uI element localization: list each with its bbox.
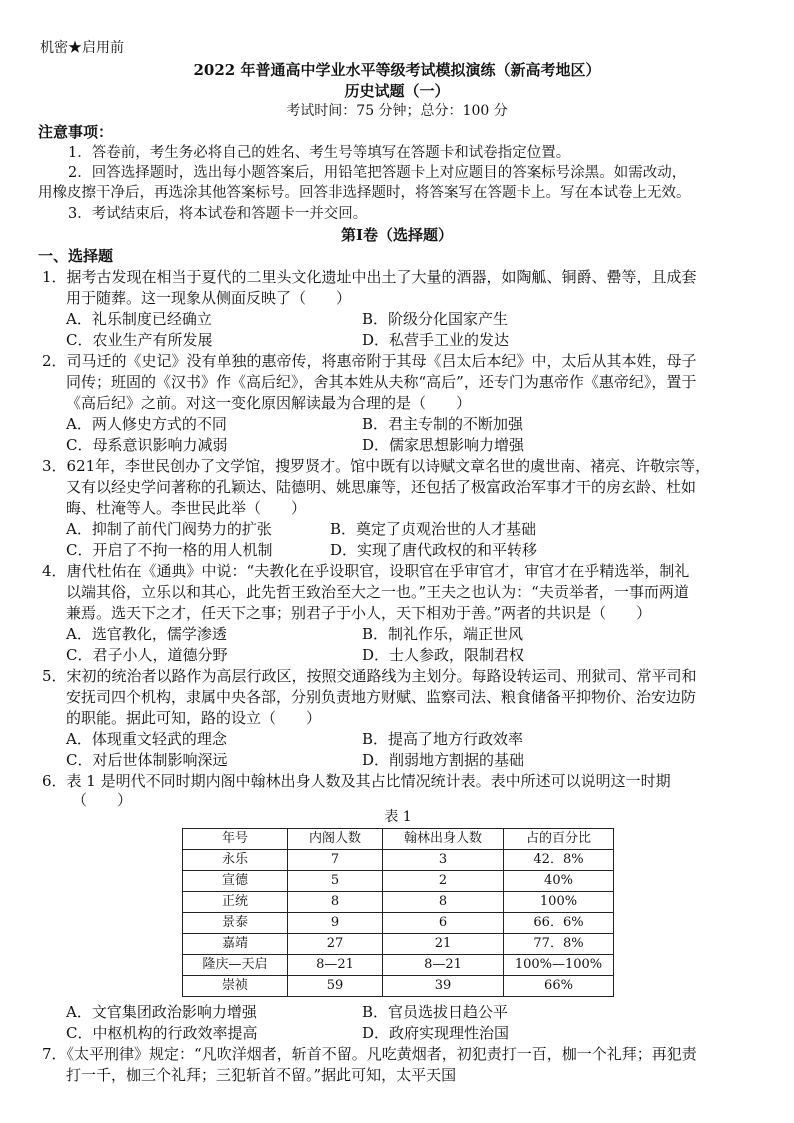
question-5-text: 安抚司四个机构，隶属中央各部，分别负责地方财赋、监察司法、粮食储备平抑物价、治安边防 bbox=[66, 688, 697, 706]
question-2-text: 《高后纪》之前。对这一变化原因解读最为合理的是（ ） bbox=[66, 394, 472, 412]
table-cell: 嘉靖 bbox=[183, 934, 288, 955]
question-5-text: 5．宋初的统治者以路作为高层行政区，按照交通路线为主划分。每路设转运司、刑狱司、常平司和 bbox=[42, 667, 697, 685]
question-1-text: 1．据考古发现在相当于夏代的二里头文化遗址中出土了大量的酒器，如陶觚、铜爵、罍等，且成套 bbox=[42, 268, 697, 286]
question-6-text: 6．表 1 是明代不同时期内阁中翰林出身人数及其占比情况统计表。表中所述可以说明这一时期 bbox=[42, 772, 671, 790]
option-c: C．农业生产有所发展 bbox=[66, 331, 213, 349]
option-c: C．开启了不拘一格的用人机制 bbox=[66, 541, 273, 559]
secret-label: 机密★启用前 bbox=[40, 40, 124, 56]
table-cell: 66% bbox=[504, 976, 614, 997]
question-6-text: （ ） bbox=[72, 791, 133, 809]
option-b: B．君主专制的不断加强 bbox=[362, 415, 524, 433]
notice-title: 注意事项： bbox=[38, 123, 114, 141]
table-cell: 永乐 bbox=[183, 850, 288, 871]
table-cell: 8—21 bbox=[383, 955, 504, 976]
notice-item: 1．答卷前，考生务必将自己的姓名、考生号等填写在答题卡和试卷指定位置。 bbox=[68, 145, 571, 161]
table-cell: 8 bbox=[288, 892, 383, 913]
column-header: 内阁人数 bbox=[288, 829, 383, 850]
question-3-text: 又有以经史学问著称的孔颖达、陆德明、姚思廉等，还包括了极富政治军事才干的房玄龄、杜如 bbox=[66, 478, 697, 496]
table-cell: 6 bbox=[383, 913, 504, 934]
table-row bbox=[183, 892, 614, 913]
question-7-text: 打一千，枷三个礼拜；三犯斩首不留。”据此可知，太平天国 bbox=[66, 1066, 457, 1084]
table-cell: 3 bbox=[383, 850, 504, 871]
table-cell: 66．6% bbox=[504, 913, 614, 934]
notice-item: 用橡皮擦干净后，再选涂其他答案标号。回答非选择题时，将答案写在答题卡上。写在本试卷上无效。 bbox=[38, 185, 691, 201]
table-row bbox=[183, 955, 614, 976]
question-1-text: 用于随葬。这一现象从侧面反映了（ ） bbox=[66, 289, 352, 307]
question-4-text: 4．唐代杜佑在《通典》中说：“夫教化在乎设职官，设职官在乎审官才，审官才在乎精选举，制礼 bbox=[42, 562, 690, 580]
column-header: 翰林出身人数 bbox=[383, 829, 504, 850]
table-cell: 正统 bbox=[183, 892, 288, 913]
table-cell: 崇祯 bbox=[183, 976, 288, 997]
table-cell: 39 bbox=[383, 976, 504, 997]
option-a: A．抑制了前代门阀势力的扩张 bbox=[66, 520, 272, 538]
table-cell: 9 bbox=[288, 913, 383, 934]
table-cell: 40% bbox=[504, 871, 614, 892]
question-4-text: 兼焉。选天下之才，任天下之事；别君子于小人，天下相劝于善。”两者的共识是（ ） bbox=[66, 604, 652, 622]
table-cell: 59 bbox=[288, 976, 383, 997]
question-3-text: 晦、杜淹等人。李世民此举（ ） bbox=[66, 499, 307, 517]
table-cell: 100% bbox=[504, 892, 614, 913]
table-cell: 隆庆—天启 bbox=[183, 955, 288, 976]
table-cell: 42．8% bbox=[504, 850, 614, 871]
exam-title: 2022 年普通高中学业水平等级考试模拟演练（新高考地区） bbox=[193, 61, 601, 79]
table-cell: 21 bbox=[383, 934, 504, 955]
option-d: D．儒家思想影响力增强 bbox=[362, 436, 525, 454]
table-row bbox=[183, 913, 614, 934]
table-row bbox=[183, 934, 614, 955]
table-cell: 景泰 bbox=[183, 913, 288, 934]
table-row bbox=[183, 871, 614, 892]
option-b: B．阶级分化国家产生 bbox=[362, 310, 509, 328]
table-header-row bbox=[183, 829, 614, 850]
question-5-text: 的职能。据此可知，路的设立（ ） bbox=[66, 709, 322, 727]
option-c: C．中枢机构的行政效率提高 bbox=[66, 1024, 258, 1042]
table-caption: 表 1 bbox=[384, 809, 412, 825]
data-table bbox=[182, 828, 614, 997]
table-row bbox=[183, 850, 614, 871]
notice-item: 3．考试结束后，将本试卷和答题卡一并交回。 bbox=[68, 206, 368, 222]
option-a: A．文官集团政治影响力增强 bbox=[66, 1003, 257, 1021]
table-cell: 8—21 bbox=[288, 955, 383, 976]
table-row bbox=[183, 976, 614, 997]
column-header: 年号 bbox=[183, 829, 288, 850]
subject-title: 历史试题（一） bbox=[344, 82, 450, 100]
notice-item: 2．回答选择题时，选出每小题答案后，用铅笔把答题卡上对应题目的答案标号涂黑。如需改动， bbox=[68, 165, 687, 181]
option-b: B．提高了地方行政效率 bbox=[362, 730, 524, 748]
table-cell: 27 bbox=[288, 934, 383, 955]
table-cell: 77．8% bbox=[504, 934, 614, 955]
exam-time: 考试时间：75 分钟；总分：100 分 bbox=[286, 103, 508, 119]
option-b: B．官员选拔日趋公平 bbox=[362, 1003, 509, 1021]
question-7-text: 7．《太平刑律》规定：“凡吹洋烟者，斩首不留。凡吃黄烟者，初犯责打一百，枷一个礼拜；再犯责 bbox=[42, 1045, 697, 1063]
table-cell: 5 bbox=[288, 871, 383, 892]
option-d: D．削弱地方割据的基础 bbox=[362, 751, 525, 769]
table-cell: 7 bbox=[288, 850, 383, 871]
table-cell: 100%—100% bbox=[504, 955, 614, 976]
table-cell: 宣德 bbox=[183, 871, 288, 892]
option-d: D．政府实现理性治国 bbox=[362, 1024, 510, 1042]
option-c: C．对后世体制影响深远 bbox=[66, 751, 228, 769]
column-header: 占的百分比 bbox=[504, 829, 614, 850]
option-a: A．体现重文轻武的理念 bbox=[66, 730, 227, 748]
question-3-text: 3．621年，李世民创办了文学馆，搜罗贤才。馆中既有以诗赋文章名世的虞世南、褚亮、许敬宗等， bbox=[42, 457, 711, 475]
option-d: D．士人参政，限制君权 bbox=[362, 646, 525, 664]
part-title: 第Ⅰ卷（选择题） bbox=[340, 226, 454, 244]
table-cell: 8 bbox=[383, 892, 504, 913]
option-a: A．选官教化，儒学渗透 bbox=[66, 625, 227, 643]
table-cell: 2 bbox=[383, 871, 504, 892]
option-c: C．母系意识影响力减弱 bbox=[66, 436, 228, 454]
question-4-text: 以端其俗，立乐以和其心，此先哲王致治至大之一也。”王夫之也认为：“夫贡举者，一事而两道 bbox=[66, 583, 689, 601]
option-d: D．实现了唐代政权的和平转移 bbox=[330, 541, 538, 559]
option-b: B．奠定了贞观治世的人才基础 bbox=[330, 520, 537, 538]
question-2-text: 同传；班固的《汉书》作《高后纪》，舍其本姓从夫称“高后”，还专门为惠帝作《惠帝纪》，置于 bbox=[66, 373, 697, 391]
option-a: A．两人修史方式的不同 bbox=[66, 415, 227, 433]
section-title: 一、选择题 bbox=[38, 247, 114, 265]
question-2-text: 2．司马迁的《史记》没有单独的惠帝传，将惠帝附于其母《吕太后本纪》中，太后从其本姓，母子 bbox=[42, 352, 697, 370]
option-d: D．私营手工业的发达 bbox=[362, 331, 510, 349]
option-b: B．制礼作乐，端正世风 bbox=[362, 625, 524, 643]
option-a: A．礼乐制度已经确立 bbox=[66, 310, 212, 328]
option-c: C．君子小人，道德分野 bbox=[66, 646, 228, 664]
